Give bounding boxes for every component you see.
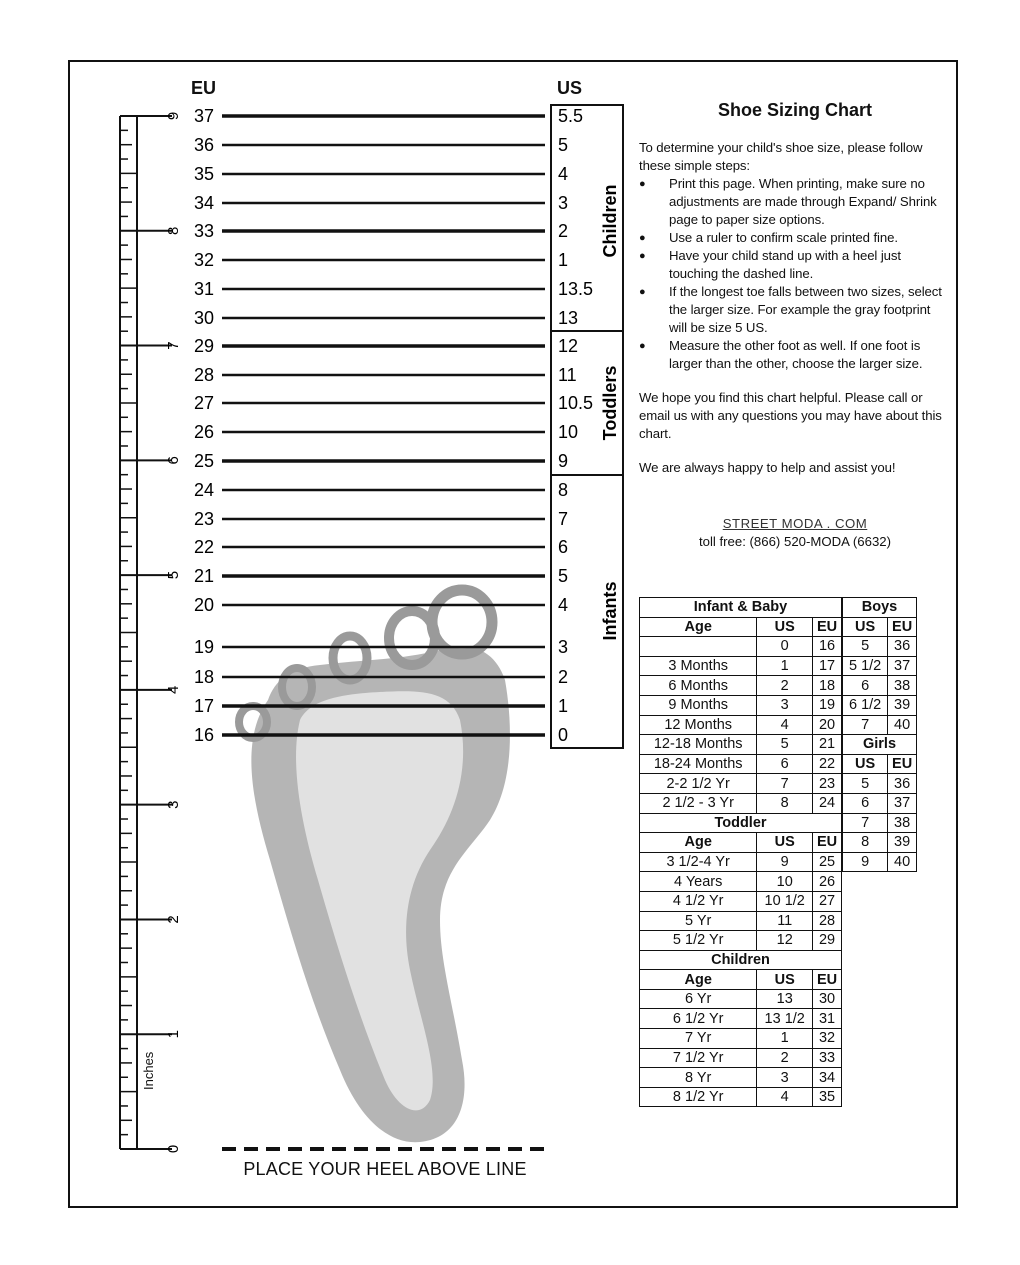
- table-cell: 7 Yr: [640, 1029, 757, 1049]
- table-row: [640, 911, 842, 931]
- table-row: [640, 754, 842, 774]
- table-cell: 36: [888, 637, 917, 657]
- instruction-step: ● Have your child stand up with a heel just touching the dashed line.: [639, 248, 901, 281]
- table-row: [640, 931, 842, 951]
- table-row: [640, 989, 842, 1009]
- us-size-label: 3: [558, 637, 569, 657]
- table-row: [640, 852, 842, 872]
- table-cell: 6: [843, 676, 888, 696]
- eu-size-label: 23: [193, 509, 214, 529]
- us-size-label: 12: [558, 336, 579, 356]
- column-header: EU: [813, 833, 842, 853]
- inch-tick-label: 3: [165, 800, 182, 809]
- table-cell: 7: [757, 774, 813, 794]
- category-label: Infants: [600, 581, 620, 641]
- table-cell: 35: [813, 1087, 842, 1107]
- table-cell: 9: [757, 852, 813, 872]
- header-row: [843, 617, 917, 637]
- table-cell: 36: [888, 774, 917, 794]
- table-row: [640, 656, 842, 676]
- bullet-icon: ●: [639, 178, 646, 190]
- column-header: EU: [813, 970, 842, 990]
- inch-ruler: [120, 112, 182, 1153]
- us-size-label: 13.5: [558, 279, 594, 299]
- eu-size-label: 25: [193, 451, 214, 471]
- table-cell: 23: [813, 774, 842, 794]
- table-row: [843, 676, 917, 696]
- table-cell: 5 Yr: [640, 911, 757, 931]
- eu-size-label: 17: [193, 696, 214, 716]
- table-row: [843, 656, 917, 676]
- inch-tick-label: 6: [165, 456, 182, 465]
- chart-title: Shoe Sizing Chart: [717, 100, 872, 120]
- table-cell: 2 1/2 - 3 Yr: [640, 793, 757, 813]
- table-row: [843, 695, 917, 715]
- table-cell: 28: [813, 911, 842, 931]
- table-cell: 5: [757, 735, 813, 755]
- website-link[interactable]: STREET MODA . COM: [722, 516, 868, 531]
- table-row: [640, 774, 842, 794]
- inch-tick-label: 8: [165, 226, 182, 235]
- us-size-label: 2: [558, 667, 569, 687]
- column-header: Age: [640, 617, 757, 637]
- table-cell: 24: [813, 793, 842, 813]
- table-row: [843, 833, 917, 853]
- table-cell: 13: [757, 989, 813, 1009]
- happy-text: We are always happy to help and assist you!: [639, 460, 896, 475]
- inch-tick-label: 1: [165, 1030, 182, 1039]
- table-cell: 18: [813, 676, 842, 696]
- table-row: [640, 676, 842, 696]
- instruction-step: ● If the longest toe falls between two sizes, select the larger size. For example the gray footprint will be size 5 US.: [639, 284, 942, 335]
- table-row: [640, 1009, 842, 1029]
- table-cell: 17: [813, 656, 842, 676]
- table-row: [843, 637, 917, 657]
- table-cell: 4: [757, 1087, 813, 1107]
- us-size-label: 4: [558, 595, 569, 615]
- table-cell: 31: [813, 1009, 842, 1029]
- column-header: US: [843, 754, 888, 774]
- eu-size-label: 33: [193, 221, 214, 241]
- table-cell: 30: [813, 989, 842, 1009]
- table-cell: 7 1/2 Yr: [640, 1048, 757, 1068]
- closing-text: We hope you find this chart helpful. Please call or email us with any questions you may have about this chart.: [639, 390, 942, 441]
- table-cell: 6 1/2: [843, 695, 888, 715]
- table-cell: 8: [757, 793, 813, 813]
- table-row: [843, 852, 917, 872]
- table-row: [640, 891, 842, 911]
- table-cell: 6 1/2 Yr: [640, 1009, 757, 1029]
- table-cell: 8 1/2 Yr: [640, 1087, 757, 1107]
- table-cell: 0: [757, 637, 813, 657]
- us-header: US: [557, 78, 583, 98]
- eu-size-label: 16: [193, 725, 214, 745]
- category-label: Toddlers: [600, 365, 620, 441]
- column-header: EU: [813, 617, 842, 637]
- category-label: Children: [600, 184, 620, 258]
- us-size-label: 3: [558, 193, 569, 213]
- table-cell: 7: [843, 813, 888, 833]
- section-title-row: [843, 598, 917, 618]
- eu-size-label: 36: [193, 135, 214, 155]
- inch-tick-label: 7: [165, 341, 182, 350]
- table-cell: 6: [757, 754, 813, 774]
- us-size-label: 7: [558, 509, 569, 529]
- inch-tick-label: 2: [165, 915, 182, 924]
- section-title-row: [640, 950, 842, 970]
- table-cell: 33: [813, 1048, 842, 1068]
- eu-size-label: 26: [193, 422, 214, 442]
- table-cell: 25: [813, 852, 842, 872]
- column-header: US: [757, 617, 813, 637]
- eu-size-label: 35: [193, 164, 214, 184]
- table-cell: 20: [813, 715, 842, 735]
- table-cell: 27: [813, 891, 842, 911]
- eu-size-label: 32: [193, 250, 214, 270]
- table-cell: [640, 637, 757, 657]
- table-cell: 32: [813, 1029, 842, 1049]
- table-cell: 11: [757, 911, 813, 931]
- table-cell: 38: [888, 813, 917, 833]
- footprint-image: [239, 590, 510, 1142]
- table-cell: 40: [888, 715, 917, 735]
- table-cell: 6: [843, 793, 888, 813]
- table-cell: 1: [757, 656, 813, 676]
- eu-header: EU: [191, 78, 217, 98]
- table-row: [640, 1087, 842, 1107]
- section-title: Infant & Baby: [640, 598, 842, 618]
- eu-size-label: 21: [193, 566, 214, 586]
- table-cell: 40: [888, 852, 917, 872]
- table-cell: 39: [888, 695, 917, 715]
- eu-size-label: 24: [193, 480, 214, 500]
- bullet-icon: ●: [639, 250, 646, 262]
- table-cell: 7: [843, 715, 888, 735]
- table-cell: 3: [757, 1068, 813, 1088]
- table-cell: 6 Yr: [640, 989, 757, 1009]
- table-cell: 22: [813, 754, 842, 774]
- table-cell: 13 1/2: [757, 1009, 813, 1029]
- inch-tick-label: 4: [165, 685, 182, 695]
- inch-tick-label: 5: [165, 570, 182, 580]
- table-cell: 4: [757, 715, 813, 735]
- table-cell: 21: [813, 735, 842, 755]
- heel-instruction: PLACE YOUR HEEL ABOVE LINE: [243, 1159, 527, 1179]
- table-cell: 39: [888, 833, 917, 853]
- table-row: [640, 637, 842, 657]
- boys-girls-table: [842, 597, 917, 872]
- us-size-label: 10: [558, 422, 579, 442]
- us-size-label: 9: [558, 451, 569, 471]
- column-header: EU: [888, 617, 917, 637]
- us-size-label: 2: [558, 221, 569, 241]
- table-cell: 10: [757, 872, 813, 892]
- eu-size-label: 37: [193, 106, 214, 126]
- eu-size-label: 18: [193, 667, 214, 687]
- table-row: [640, 695, 842, 715]
- table-cell: 10 1/2: [757, 891, 813, 911]
- us-size-label: 5: [558, 135, 569, 155]
- us-size-label: 13: [558, 308, 579, 328]
- header-row: [640, 833, 842, 853]
- table-cell: 1: [757, 1029, 813, 1049]
- instruction-step: ● Print this page. When printing, make sure no adjustments are made through Expand/ Shrink page to paper size options.: [639, 176, 937, 227]
- header-row: [640, 970, 842, 990]
- instruction-step: ● Measure the other foot as well. If one foot is larger than the other, choose the larger size.: [639, 338, 923, 371]
- table-row: [843, 793, 917, 813]
- table-cell: 4 Years: [640, 872, 757, 892]
- us-size-label: 1: [558, 696, 569, 716]
- table-cell: 5: [843, 774, 888, 794]
- section-title-row: [640, 813, 842, 833]
- table-cell: 6 Months: [640, 676, 757, 696]
- table-cell: 8: [843, 833, 888, 853]
- column-header: EU: [888, 754, 917, 774]
- table-cell: 29: [813, 931, 842, 951]
- table-cell: 12-18 Months: [640, 735, 757, 755]
- table-cell: 9: [843, 852, 888, 872]
- eu-size-label: 22: [193, 537, 214, 557]
- us-size-label: 11: [558, 365, 577, 385]
- table-cell: 34: [813, 1068, 842, 1088]
- eu-size-label: 30: [193, 308, 214, 328]
- table-row: [640, 715, 842, 735]
- eu-size-label: 29: [193, 336, 214, 356]
- table-row: [640, 872, 842, 892]
- column-header: US: [843, 617, 888, 637]
- header-row: [843, 754, 917, 774]
- us-size-label: 0: [558, 725, 569, 745]
- eu-size-label: 19: [193, 637, 214, 657]
- table-cell: 2: [757, 676, 813, 696]
- column-header: US: [757, 970, 813, 990]
- table-row: [640, 793, 842, 813]
- instructions-intro: To determine your child's shoe size, please follow these simple steps:: [639, 140, 923, 173]
- table-row: [843, 715, 917, 735]
- table-cell: 3 1/2-4 Yr: [640, 852, 757, 872]
- table-cell: 9 Months: [640, 695, 757, 715]
- table-row: [843, 774, 917, 794]
- eu-size-label: 28: [193, 365, 214, 385]
- column-header: US: [757, 833, 813, 853]
- phone-number: toll free: (866) 520-MODA (6632): [698, 534, 892, 549]
- bullet-icon: ●: [639, 232, 646, 244]
- table-cell: 38: [888, 676, 917, 696]
- section-title: Girls: [843, 735, 917, 755]
- inch-tick-label: 0: [165, 1144, 182, 1154]
- bullet-icon: ●: [639, 340, 646, 352]
- section-title: Boys: [843, 598, 917, 618]
- section-title-row: [843, 735, 917, 755]
- table-row: [843, 813, 917, 833]
- table-cell: 18-24 Months: [640, 754, 757, 774]
- table-row: [640, 735, 842, 755]
- eu-size-label: 31: [193, 279, 214, 299]
- eu-size-label: 27: [193, 393, 214, 413]
- column-header: Age: [640, 970, 757, 990]
- table-cell: 37: [888, 793, 917, 813]
- table-row: [640, 1029, 842, 1049]
- table-cell: 5 1/2: [843, 656, 888, 676]
- table-cell: 3: [757, 695, 813, 715]
- us-size-label: 6: [558, 537, 569, 557]
- table-cell: 2-2 1/2 Yr: [640, 774, 757, 794]
- us-size-label: 8: [558, 480, 569, 500]
- section-title: Children: [640, 950, 842, 970]
- us-size-label: 10.5: [558, 393, 594, 413]
- table-cell: 2: [757, 1048, 813, 1068]
- table-cell: 26: [813, 872, 842, 892]
- eu-size-label: 34: [193, 193, 214, 213]
- table-cell: 3 Months: [640, 656, 757, 676]
- table-cell: 16: [813, 637, 842, 657]
- us-size-label: 5.5: [558, 106, 584, 126]
- inch-tick-label: 9: [165, 111, 182, 121]
- section-title: Toddler: [640, 813, 842, 833]
- table-cell: 8 Yr: [640, 1068, 757, 1088]
- table-cell: 5: [843, 637, 888, 657]
- contact-block: [640, 515, 950, 551]
- table-cell: 37: [888, 656, 917, 676]
- section-title-row: [640, 598, 842, 618]
- us-size-label: 4: [558, 164, 569, 184]
- table-cell: 4 1/2 Yr: [640, 891, 757, 911]
- table-cell: 5 1/2 Yr: [640, 931, 757, 951]
- us-size-label: 1: [558, 250, 569, 270]
- inches-label: Inches: [141, 1051, 156, 1090]
- table-cell: 12 Months: [640, 715, 757, 735]
- table-cell: 12: [757, 931, 813, 951]
- instructions: [639, 139, 951, 477]
- us-size-label: 5: [558, 566, 569, 586]
- table-row: [640, 1068, 842, 1088]
- instruction-step: ● Use a ruler to confirm scale printed fine.: [639, 230, 898, 245]
- table-row: [640, 1048, 842, 1068]
- bullet-icon: ●: [639, 286, 646, 298]
- column-header: Age: [640, 833, 757, 853]
- infant-baby-table: [639, 597, 842, 1107]
- eu-size-label: 20: [193, 595, 214, 615]
- header-row: [640, 617, 842, 637]
- table-cell: 19: [813, 695, 842, 715]
